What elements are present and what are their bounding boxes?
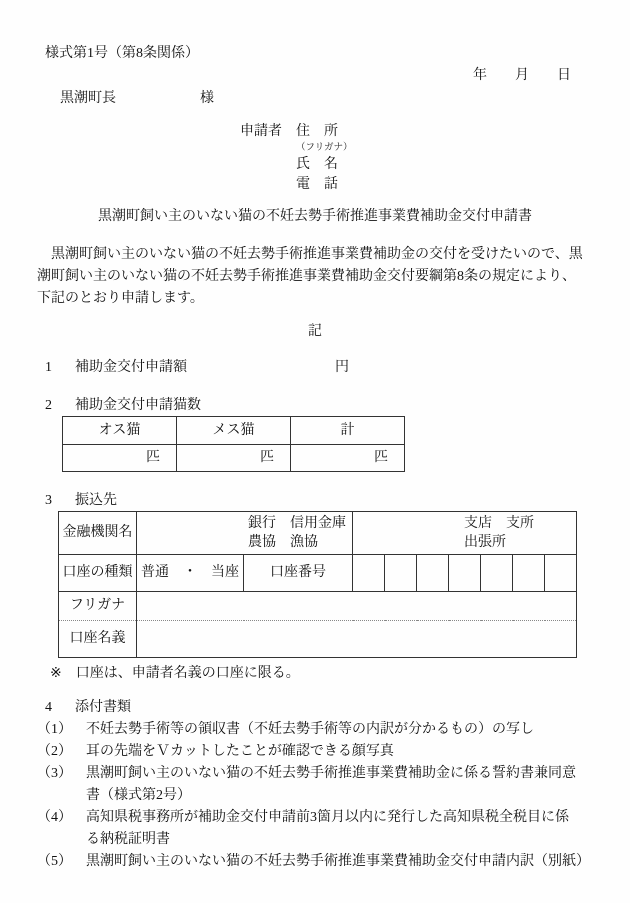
total-count-cell: 匹	[291, 445, 405, 472]
attachment-item-number: （2）	[37, 744, 72, 759]
branch-name-cell	[353, 512, 577, 555]
account-type-label-cell: 口座の種類	[59, 555, 137, 592]
bank-type-line-2: 農協 漁協	[248, 535, 318, 550]
account-type-row	[59, 555, 577, 592]
attachment-item-line: る納税証明書	[86, 832, 170, 847]
section-1-number: 1	[45, 360, 52, 375]
attachment-item	[37, 741, 630, 763]
applicant-address-row	[240, 122, 630, 142]
applicant-address-label: 住 所	[296, 124, 338, 139]
account-holder-label-cell: 口座名義	[59, 621, 137, 658]
addressee-line	[60, 89, 630, 109]
cat-count-entry-row	[63, 445, 405, 472]
applicant-name-label: 氏 名	[296, 157, 338, 172]
section-4-number: 4	[45, 700, 52, 715]
attachment-item-line: 高知県税事務所が補助金交付申請前3箇月以内に発行した高知県税全税目に係	[86, 810, 569, 825]
male-cat-header-cell: オス猫	[63, 417, 177, 445]
cat-count-header-row	[63, 417, 405, 445]
account-number-box	[353, 555, 385, 592]
account-number-box	[449, 555, 481, 592]
section-3-heading	[45, 491, 630, 511]
note-text: 口座は、申請者名義の口座に限る。	[75, 666, 300, 681]
attachment-list	[37, 719, 630, 873]
account-number-box	[545, 555, 577, 592]
section-3-number: 3	[45, 493, 52, 508]
account-number-box	[513, 555, 545, 592]
account-furigana-entry-cell	[137, 592, 577, 621]
account-holder-entry-cell	[137, 621, 577, 658]
account-restriction-note	[50, 664, 630, 684]
attachment-item-line: 書（様式第2号）	[86, 788, 191, 803]
section-1-label: 補助金交付申請額	[75, 360, 187, 375]
addressee-honorific: 様	[200, 91, 214, 106]
section-2-label: 補助金交付申請猫数	[75, 398, 201, 413]
note-mark: ※	[50, 666, 62, 681]
section-2-number: 2	[45, 398, 52, 413]
paragraph-line: 黒潮町飼い主のいない猫の不妊去勢手術推進事業費補助金の交付を受けたいので、黒	[37, 247, 583, 262]
male-cat-count-cell: 匹	[63, 445, 177, 472]
attachment-item-line: 不妊去勢手術等の領収書（不妊去勢手術等の内訳が分かるもの）の写し	[86, 722, 534, 737]
bank-type-options	[248, 514, 346, 552]
attachment-item-text	[86, 851, 630, 873]
body-paragraph	[37, 244, 593, 310]
section-1-application-amount	[45, 358, 630, 378]
financial-institution-label-cell: 金融機関名	[59, 512, 137, 555]
attachment-item	[37, 851, 630, 873]
attachment-item-text	[86, 719, 630, 741]
account-type-options-cell: 普通 ・ 当座	[137, 555, 244, 592]
cat-count-table	[62, 416, 405, 472]
applicant-block	[240, 122, 630, 195]
account-number-box	[385, 555, 417, 592]
financial-institution-row	[59, 512, 577, 555]
section-4-label: 添付書類	[75, 700, 131, 715]
applicant-phone-label: 電 話	[296, 177, 338, 192]
ki-heading: 記	[308, 324, 322, 339]
paragraph-line: 潮町飼い主のいない猫の不妊去勢手術推進事業費補助金交付要綱第8条の規定により、	[37, 269, 576, 284]
branch-type-line-2: 出張所	[464, 535, 507, 550]
addressee-name: 黒潮町長	[60, 91, 116, 106]
attachment-item-text	[86, 807, 630, 851]
date-line: 年 月 日	[473, 68, 571, 83]
account-number-label-cell: 口座番号	[244, 555, 353, 592]
section-4-heading	[45, 698, 630, 718]
document-title: 黒潮町飼い主のいない猫の不妊去勢手術推進事業費補助金交付申請書	[98, 209, 532, 224]
bank-type-line-1: 銀行 信用金庫	[248, 516, 346, 531]
attachment-item	[37, 763, 630, 807]
section-3-label: 振込先	[75, 493, 117, 508]
female-cat-header-cell: メス猫	[177, 417, 291, 445]
female-cat-count-cell: 匹	[177, 445, 291, 472]
currency-unit-label: 円	[335, 360, 349, 375]
attachment-item-number: （4）	[37, 810, 72, 825]
attachment-item-number: （5）	[37, 854, 72, 869]
account-number-box	[481, 555, 513, 592]
attachment-item-number: （3）	[37, 766, 72, 781]
account-furigana-row	[59, 592, 577, 621]
institution-name-cell	[137, 512, 353, 555]
bank-transfer-table	[58, 511, 577, 658]
account-holder-row	[59, 621, 577, 658]
applicant-label: 申請者	[240, 124, 282, 139]
paragraph-line: 下記のとおり申請します。	[37, 291, 204, 306]
attachment-item	[37, 807, 630, 851]
attachment-item-number: （1）	[37, 722, 72, 737]
attachment-item	[37, 719, 630, 741]
applicant-furigana-label: （フリガナ）	[296, 143, 353, 153]
branch-type-options	[464, 514, 534, 552]
total-header-cell: 計	[291, 417, 405, 445]
account-number-box	[417, 555, 449, 592]
form-number: 様式第1号（第8条関係）	[45, 46, 199, 61]
attachment-item-line: 耳の先端をＶカットしたことが確認できる顔写真	[86, 744, 394, 759]
section-2-heading	[45, 396, 630, 416]
attachment-item-line: 黒潮町飼い主のいない猫の不妊去勢手術推進事業費補助金交付申請内訳（別紙）	[86, 854, 590, 869]
account-furigana-label-cell: フリガナ	[59, 592, 137, 621]
branch-type-line-1: 支店 支所	[464, 516, 535, 531]
attachment-item-text	[86, 741, 630, 763]
attachment-item-line: 黒潮町飼い主のいない猫の不妊去勢手術推進事業費補助金に係る誓約書兼同意	[86, 766, 576, 781]
attachment-item-text	[86, 763, 630, 807]
